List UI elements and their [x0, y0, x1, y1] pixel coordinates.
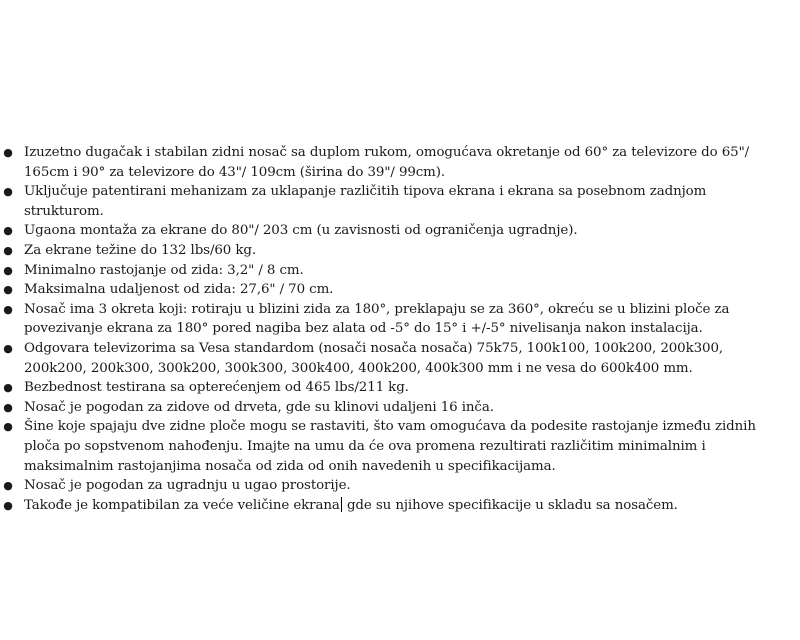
list-item [3, 496, 788, 516]
bullet-icon: ● [3, 381, 13, 395]
list-item [3, 221, 788, 241]
list-item-text: Za ekrane težine do 132 lbs/60 kg. [24, 242, 257, 258]
list-item-text: Šine koje spajaju dve zidne ploče mogu se rastaviti, što vam omogućava da podesite rastojanje između zidnih ploča po sopstvenom nahođenju. Imajte na umu da će ova promena rezultirati različitim minimalnim i maksimalnim rastojanjima nosača od zida od onih navedenih u specifikacijama. [24, 419, 756, 474]
bullet-icon: ● [3, 400, 13, 414]
bullet-icon: ● [3, 263, 13, 277]
bullet-icon: ● [3, 479, 13, 493]
list-item-text: Nosač je pogodan za ugradnju u ugao prostorije. [24, 478, 351, 494]
bullet-icon: ● [3, 243, 13, 257]
list-item [3, 398, 788, 418]
bullet-icon: ● [3, 185, 13, 199]
spec-bullet-list [0, 143, 800, 515]
list-item-text: Ugaona montaža za ekrane do 80"/ 203 cm (u zavisnosti od ograničenja ugradnje). [24, 223, 578, 239]
list-item-text: Odgovara televizorima sa Vesa standardom (nosači nosača nosača) 75k75, 100k100, 100k200, 200k300, 200k200, 200k300, 300k200, 300k300, 300k400, 400k200, 400k300 mm i ne vesa do 600k400 mm. [24, 340, 724, 376]
list-item [3, 143, 788, 182]
bullet-icon: ● [3, 341, 13, 355]
document-body[interactable] [0, 143, 800, 515]
list-item [3, 241, 788, 261]
bullet-icon: ● [3, 420, 13, 434]
list-item [3, 300, 788, 339]
list-item [3, 378, 788, 398]
list-item-text: Nosač ima 3 okreta koji: rotiraju u blizini zida za 180°, preklapaju se za 360°, okreću se u blizini ploče za povezivanje ekrana za 180° pored nagiba bez alata od -5° do 15° i +/-5° nivelisanja nakon instalacija. [24, 301, 730, 337]
bullet-icon: ● [3, 283, 13, 297]
list-item [3, 261, 788, 281]
list-item [3, 339, 788, 378]
list-item-text-after-caret: gde su njihove specifikacije u skladu sa nosačem. [342, 497, 678, 513]
list-item-text: Nosač je pogodan za zidove od drveta, gde su klinovi udaljeni 16 inča. [24, 399, 494, 415]
text-cursor [341, 497, 342, 512]
list-item-text-before-caret: Takođe je kompatibilan za veće veličine ekrana [24, 497, 340, 513]
list-item [3, 417, 788, 476]
list-item [3, 280, 788, 300]
list-item [3, 182, 788, 221]
list-item-text: Uključuje patentirani mehanizam za uklapanje različitih tipova ekrana i ekrana sa posebnom zadnjom strukturom. [24, 184, 707, 219]
list-item-text: Bezbednost testirana sa opterećenjem od 465 lbs/211 kg. [24, 380, 409, 396]
list-item [3, 476, 788, 496]
bullet-icon: ● [3, 224, 13, 238]
bullet-icon: ● [3, 302, 13, 316]
list-item-text: Izuzetno dugačak i stabilan zidni nosač sa duplom rukom, omogućava okretanje od 60° za televizore do 65"/ 165cm i 90° za televizore do 43"/ 109cm (širina do 39"/ 99cm). [24, 145, 750, 180]
bullet-icon: ● [3, 498, 13, 512]
list-item-text: Maksimalna udaljenost od zida: 27,6" / 70 cm. [24, 282, 334, 298]
list-item-text: Minimalno rastojanje od zida: 3,2" / 8 cm. [24, 262, 304, 278]
bullet-icon: ● [3, 146, 13, 159]
